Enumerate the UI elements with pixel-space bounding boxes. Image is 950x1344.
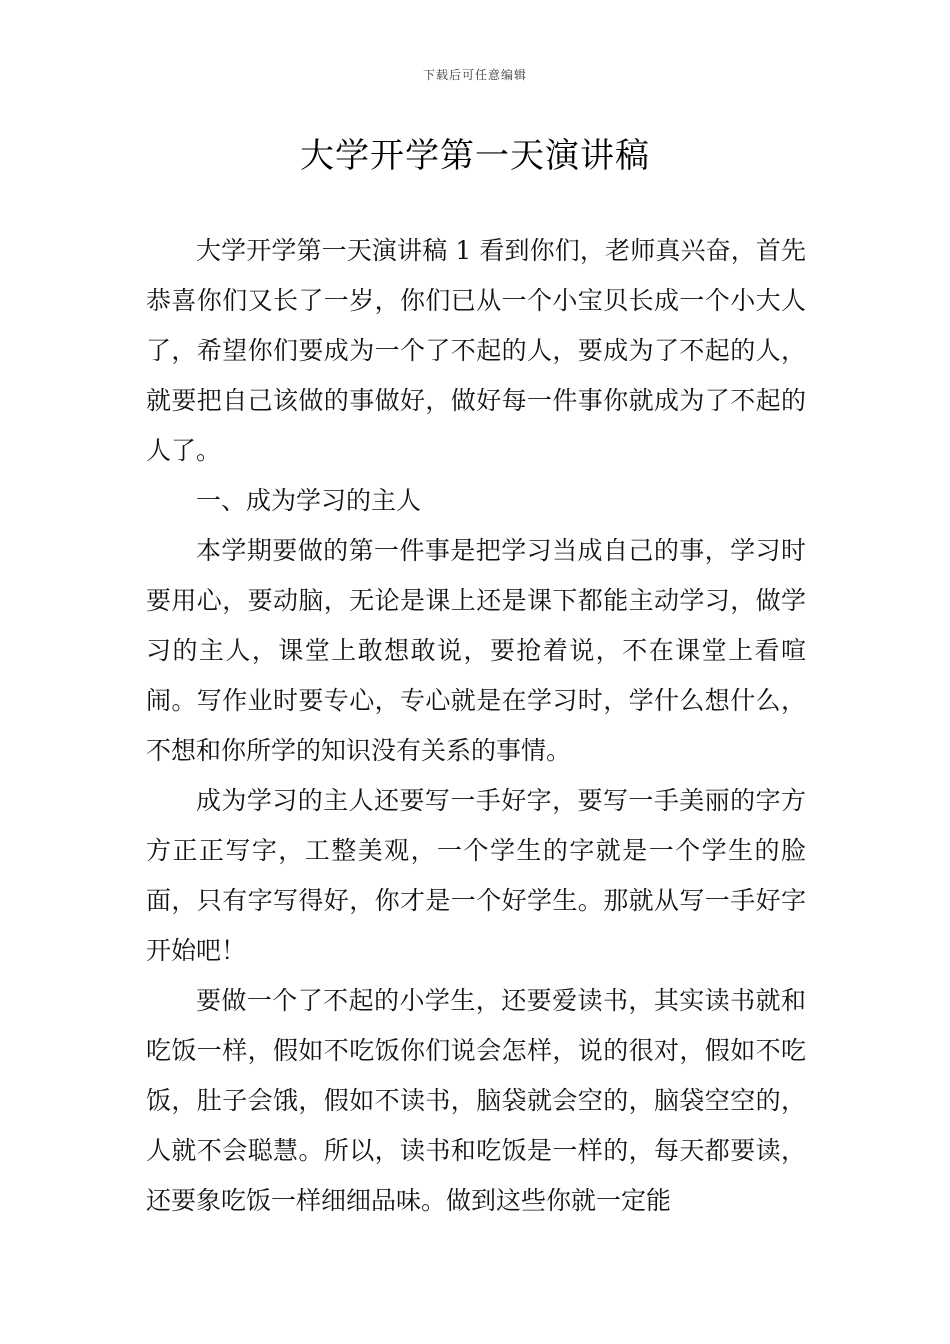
- document-body: [146, 226, 806, 1226]
- paragraph-handwriting: 成为学习的主人还要写一手好字，要写一手美丽的字方方正正写字，工整美观，一个学生的字就是一个学生的脸面，只有字写得好，你才是一个好学生。那就从写一手好字开始吧！: [146, 786, 806, 965]
- paragraph-reading: 要做一个了不起的小学生，还要爱读书，其实读书就和吃饭一样，假如不吃饭你们说会怎样，说的很对，假如不吃饭，肚子会饿，假如不读书，脑袋就会空的，脑袋空空的，人就不会聪慧。所以，读书和吃饭是一样的，每天都要读，还要象吃饭一样细细品味。做到这些你就一定能: [146, 986, 806, 1215]
- document-title: 大学开学第一天演讲稿: [300, 136, 650, 176]
- header-note: 下载后可任意编辑: [422, 68, 527, 82]
- section-heading: 一、成为学习的主人: [196, 486, 422, 515]
- paragraph-intro: 大学开学第一天演讲稿 1 看到你们，老师真兴奋，首先恭喜你们又长了一岁，你们已从一个小宝贝长成一个小大人了，希望你们要成为一个了不起的人，要成为了不起的人，就要把自己该做的事做好，做好每一件事你就成为了不起的人了。: [146, 236, 806, 465]
- paragraph-study: 本学期要做的第一件事是把学习当成自己的事，学习时要用心，要动脑，无论是课上还是课下都能主动学习，做学习的主人，课堂上敢想敢说，要抢着说，不在课堂上看喧闹。写作业时要专心，专心就是在学习时，学什么想什么，不想和你所学的知识没有关系的事情。: [146, 536, 806, 765]
